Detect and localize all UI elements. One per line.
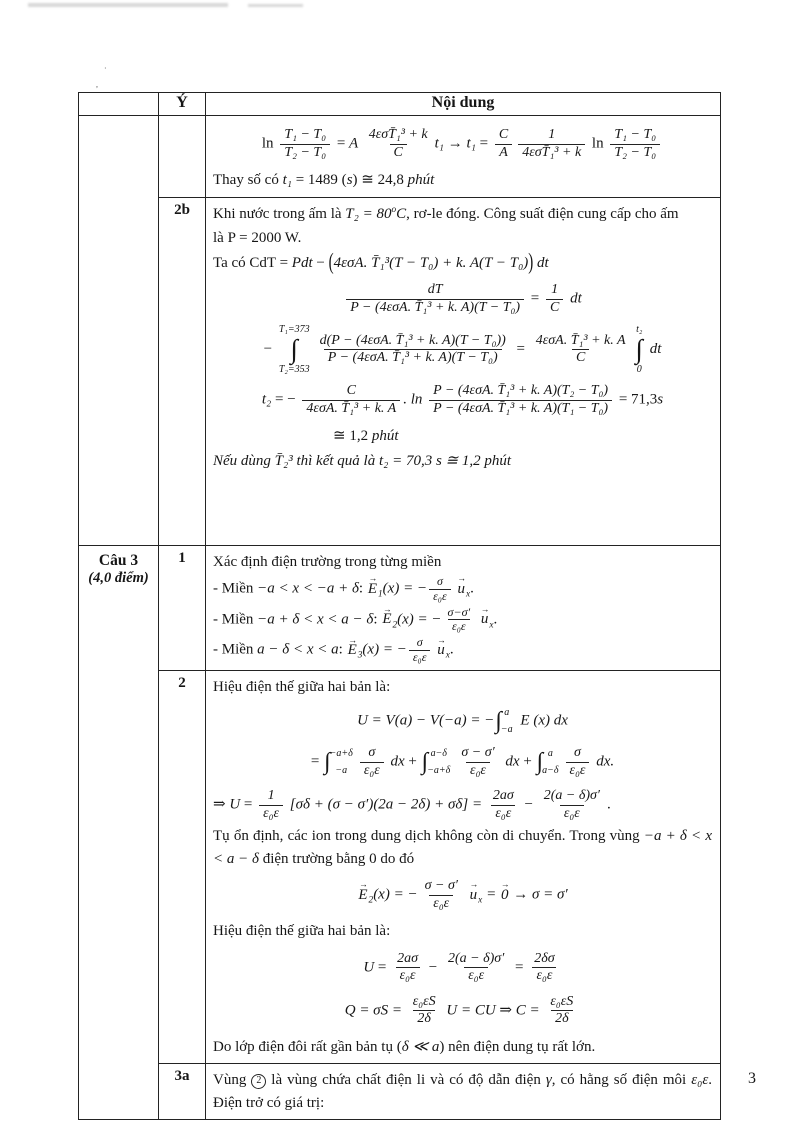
- fraction: $\frac{1}{\text{ε₀ε}}$: [259, 788, 283, 822]
- fraction: $\frac{\text{4εσT̄₁³ + k}}{C}$: [368, 127, 428, 160]
- fraction: $\frac{\sigma}{\text{ε₀ε}}$: [429, 575, 451, 604]
- fraction: $\frac{\text{P − (4εσA. T̄₁³ + k. A)(T₂ − T₀)}}{\text{P − (4εσA. T̄₁³ + k. A)(T₁ − T₀)}}$: [429, 383, 612, 417]
- solution-table: [78, 92, 721, 1120]
- vector-symbol: E →: [382, 603, 392, 628]
- vector-symbol: u →: [469, 879, 478, 903]
- formula-line: Xác định điện trường trong từng miền: [213, 553, 442, 570]
- content-cell-1: [206, 545, 721, 670]
- fraction: $\frac{2(a - \delta)\sigma'}{\text{ε₀ε}}$: [543, 788, 600, 821]
- formula-block: [213, 126, 712, 192]
- y-cell-0: [159, 116, 206, 198]
- header-y-cell: Ý: [159, 93, 206, 116]
- content-cell-2: [206, 670, 721, 1064]
- content-cell-3a: [206, 1064, 721, 1120]
- fraction: $\frac{C}{\text{4εσA. T̄₁³ + k. A}}$: [302, 383, 400, 417]
- scan-speck: ,: [96, 80, 98, 89]
- row-cau3-1: [79, 545, 721, 670]
- formula-block: [213, 551, 712, 665]
- fraction: $\frac{\sigma}{\text{ε₀ε}}$: [566, 745, 590, 779]
- formula-line: Hiệu điện thế giữa hai bản là:: [213, 678, 391, 695]
- circled-number: 2: [251, 1074, 266, 1089]
- y-cell-2b: 2b: [159, 197, 206, 545]
- question-points: (4,0 điểm): [88, 569, 149, 586]
- fraction: $\frac{2a\sigma}{\text{ε₀ε}}$: [397, 950, 419, 984]
- vector-symbol: u →: [480, 603, 489, 628]
- fraction: $\frac{\text{T₁ − T₀}}{\text{T₂ − T₀}}$: [610, 127, 660, 161]
- integral: ∫ a−δ −a+δ: [421, 748, 451, 777]
- vector-symbol: E →: [347, 634, 357, 658]
- integral: T₁=373 ∫ T₂=353: [278, 324, 310, 376]
- formula-line: Do lớp điện đôi rất gần bản tụ (δ ≪ a) nên điện dung tụ rất lớn.: [213, 1038, 596, 1055]
- vector-symbol: u →: [457, 573, 466, 597]
- y-cell-2: 2: [159, 670, 206, 1064]
- formula-line: ln $\frac{\text{T₁ − T₀}}{\text{T₂ − T₀}}$ = A $\frac{\text{4εσT̄₁³ + k}}{C}$ t₁ → t₁ = $\frac{C}{A}$ $\frac{1}{\text{4εσT̄₁³ + k}}$ ln $\frac{\text{T₁ − T₀}}{\text{T₂ − T₀}}$: [213, 126, 712, 162]
- fraction: $\frac{1}{\text{4εσT̄₁³ + k}}$: [518, 127, 585, 161]
- vector-symbol: u →: [437, 634, 445, 658]
- fraction: $\frac{\sigma - \sigma'}{\text{ε₀ε}}$: [424, 878, 458, 911]
- formula-line: − T₁=373 ∫ T₂=353 $\frac{\text{d(P − (4εσA. T̄₁³ + k. A)(T − T₀))}}{\text{P − (4εσA. T̄₁³ + k. A)(T − T₀)}}$ = $\frac{\text{4εσA. T̄₁³ + k. A}}{C}$ t₂ ∫ 0 dt: [263, 324, 662, 376]
- fraction: $\frac{dT}{\text{P − (4εσA. T̄₁³ + k. A)(T − T₀)}}$: [346, 282, 524, 316]
- content-cell-0: [206, 116, 721, 198]
- row-cau3-3a: [79, 1064, 721, 1120]
- formula-line: Thay số có t₁ = 1489 (s) ≅ 24,8 phút: [213, 172, 435, 189]
- formula-line: E → $_2$(x) = − $\frac{\sigma - \sigma'}{\text{ε₀ε}}$ u → $_x$ = 0 → → σ = σ′: [358, 878, 568, 911]
- formula-line: - Miền −a + δ < x < a − δ: E → $_2$(x) = − $\frac{\sigma-\sigma'}{\text{ε₀ε}}$ u → $_x$.: [213, 603, 498, 634]
- scan-speck: ·: [104, 64, 107, 73]
- header-content-cell: Nội dung: [206, 93, 721, 116]
- question-label: Câu 3: [98, 551, 139, 569]
- formula-line: Q = σS = $\frac{\text{ε₀εS}}{2\delta}$ U = CU ⇒ C = $\frac{\text{ε₀εS}}{2\delta}$: [213, 993, 712, 1029]
- formula-block: [213, 676, 712, 1059]
- question-cell-empty: [79, 116, 159, 546]
- scan-smudge: [28, 3, 228, 7]
- row-2b: [79, 197, 721, 545]
- content-cell-2b: [206, 197, 721, 545]
- fraction: $\frac{\text{T₁ − T₀}}{\text{T₂ − T₀}}$: [280, 127, 330, 161]
- fraction: $\frac{\sigma - \sigma'}{\text{ε₀ε}}$: [461, 745, 495, 778]
- question-cell-cau3: [79, 545, 159, 1120]
- fraction: $\frac{\text{ε₀εS}}{2\delta}$: [550, 993, 574, 1027]
- fraction: $\frac{\sigma}{\text{ε₀ε}}$: [360, 745, 384, 779]
- fraction: $\frac{2(a - \delta)\sigma'}{\text{ε₀ε}}$: [448, 950, 505, 984]
- formula-line: - Miền −a < x < −a + δ: E → $_1$(x) = − $\frac{\sigma}{\text{ε₀ε}}$ u → $_x$.: [213, 573, 474, 603]
- formula-line: Ta có CdT = Pdt − (4εσA. T̄₁³(T − T₀) + k. A(T − T₀)) dt: [213, 249, 549, 275]
- vector-symbol: E →: [367, 573, 378, 597]
- vector-symbol: E →: [358, 879, 368, 903]
- formula-line: Hiệu điện thế giữa hai bản là:: [213, 923, 391, 940]
- formula-line: Khi nước trong ấm là $T_2 = 80^oC$, rơ-le đóng. Công suất điện cung cấp cho ấm: [213, 204, 679, 222]
- formula-line: ≅ 1,2 phút: [333, 428, 399, 445]
- integral: ∫ −a+δ −a: [324, 748, 353, 777]
- formula-line: Tụ ổn định, các ion trong dung dịch không còn di chuyển. Trong vùng −a + δ < x < a − δ điện trường bằng 0 do đó: [213, 828, 712, 867]
- fraction: $\frac{C}{A}$: [495, 127, 512, 161]
- fraction: $\frac{2a\sigma}{\text{ε₀ε}}$: [492, 788, 514, 821]
- page-number: 3: [748, 1070, 756, 1087]
- integral: t₂ ∫ 0: [635, 324, 643, 376]
- integral: ∫ a −a: [495, 707, 513, 736]
- header-question-cell: [79, 93, 159, 116]
- header-row: [79, 93, 721, 116]
- row-cau3-2: [79, 670, 721, 1064]
- scan-smudge: [248, 4, 303, 7]
- formula-line: Vùng 2 là vùng chứa chất điện li và có độ dẫn điện γ, có hằng số điện môi ε₀ε. Điện trở có giá trị:: [213, 1072, 712, 1111]
- y-cell-3a: 3a: [159, 1064, 206, 1120]
- formula-line: Nếu dùng T̄₂³ thì kết quả là t₂ = 70,3 s ≅ 1,2 phút: [213, 452, 512, 469]
- fraction: $\frac{2\delta\sigma}{\text{ε₀ε}}$: [534, 950, 555, 984]
- integral: ∫ a a−δ: [536, 748, 559, 777]
- fraction: $\frac{1}{C}$: [546, 282, 563, 316]
- formula-line: là P = 2000 W.: [213, 230, 302, 247]
- formula-line: t₂ = − $\frac{C}{\text{4εσA. T̄₁³ + k. A}}$ . ln $\frac{\text{P − (4εσA. T̄₁³ + k. A)(T₂ − T₀)}}{\text{P − (4εσA. T̄₁³ + k. A)(T₁ − T₀)}}$ = 71,3s: [261, 383, 664, 416]
- vector-symbol: 0 →: [500, 879, 509, 903]
- formula-line: - Miền a − δ < x < a: E → $_3$(x) = − $\frac{\sigma}{\text{ε₀ε}}$ u → $_x$.: [213, 634, 454, 665]
- formula-line: ⇒ U = $\frac{1}{\text{ε₀ε}}$ [σδ + (σ − σ′)(2a − 2δ) + σδ] = $\frac{2a\sigma}{\text{ε₀ε}}$ − $\frac{2(a - \delta)\sigma'}{\text{ε₀ε}}$ .: [213, 788, 611, 821]
- fraction: $\frac{\sigma-\sigma'}{\text{ε₀ε}}$: [447, 604, 471, 634]
- formula-line: U = $\frac{2a\sigma}{\text{ε₀ε}}$ − $\frac{2(a - \delta)\sigma'}{\text{ε₀ε}}$ = $\frac{2\delta\sigma}{\text{ε₀ε}}$: [213, 950, 712, 986]
- fraction: $\frac{\text{d(P − (4εσA. T̄₁³ + k. A)(T − T₀))}}{\text{P − (4εσA. T̄₁³ + k. A)(T − T₀)}}$: [319, 332, 506, 366]
- formula-block: [213, 1069, 712, 1114]
- formula-line: $\frac{dT}{\text{P − (4εσA. T̄₁³ + k. A)(T − T₀)}}$ = $\frac{1}{C}$ dt: [213, 281, 712, 317]
- formula-line: U = V(a) − V(−a) = − ∫ a −a E (x) dx: [357, 707, 568, 736]
- y-cell-1: 1: [159, 545, 206, 670]
- fraction: $\frac{\text{4εσA. T̄₁³ + k. A}}{C}$: [535, 332, 626, 366]
- fraction: $\frac{\text{ε₀εS}}{2\delta}$: [412, 993, 436, 1027]
- fraction: $\frac{\sigma}{\text{ε₀ε}}$: [409, 636, 431, 665]
- formula-block: [213, 203, 712, 473]
- formula-line: = ∫ −a+δ −a $\frac{\sigma}{\text{ε₀ε}}$ dx + ∫ a−δ −a+δ $\frac{\sigma - \sigma'}{\text{ε₀ε}}$ dx + ∫ a a−δ $\frac{\sigma}{\text{ε₀ε}}$ dx.: [310, 745, 615, 778]
- row-continuation: [79, 116, 721, 198]
